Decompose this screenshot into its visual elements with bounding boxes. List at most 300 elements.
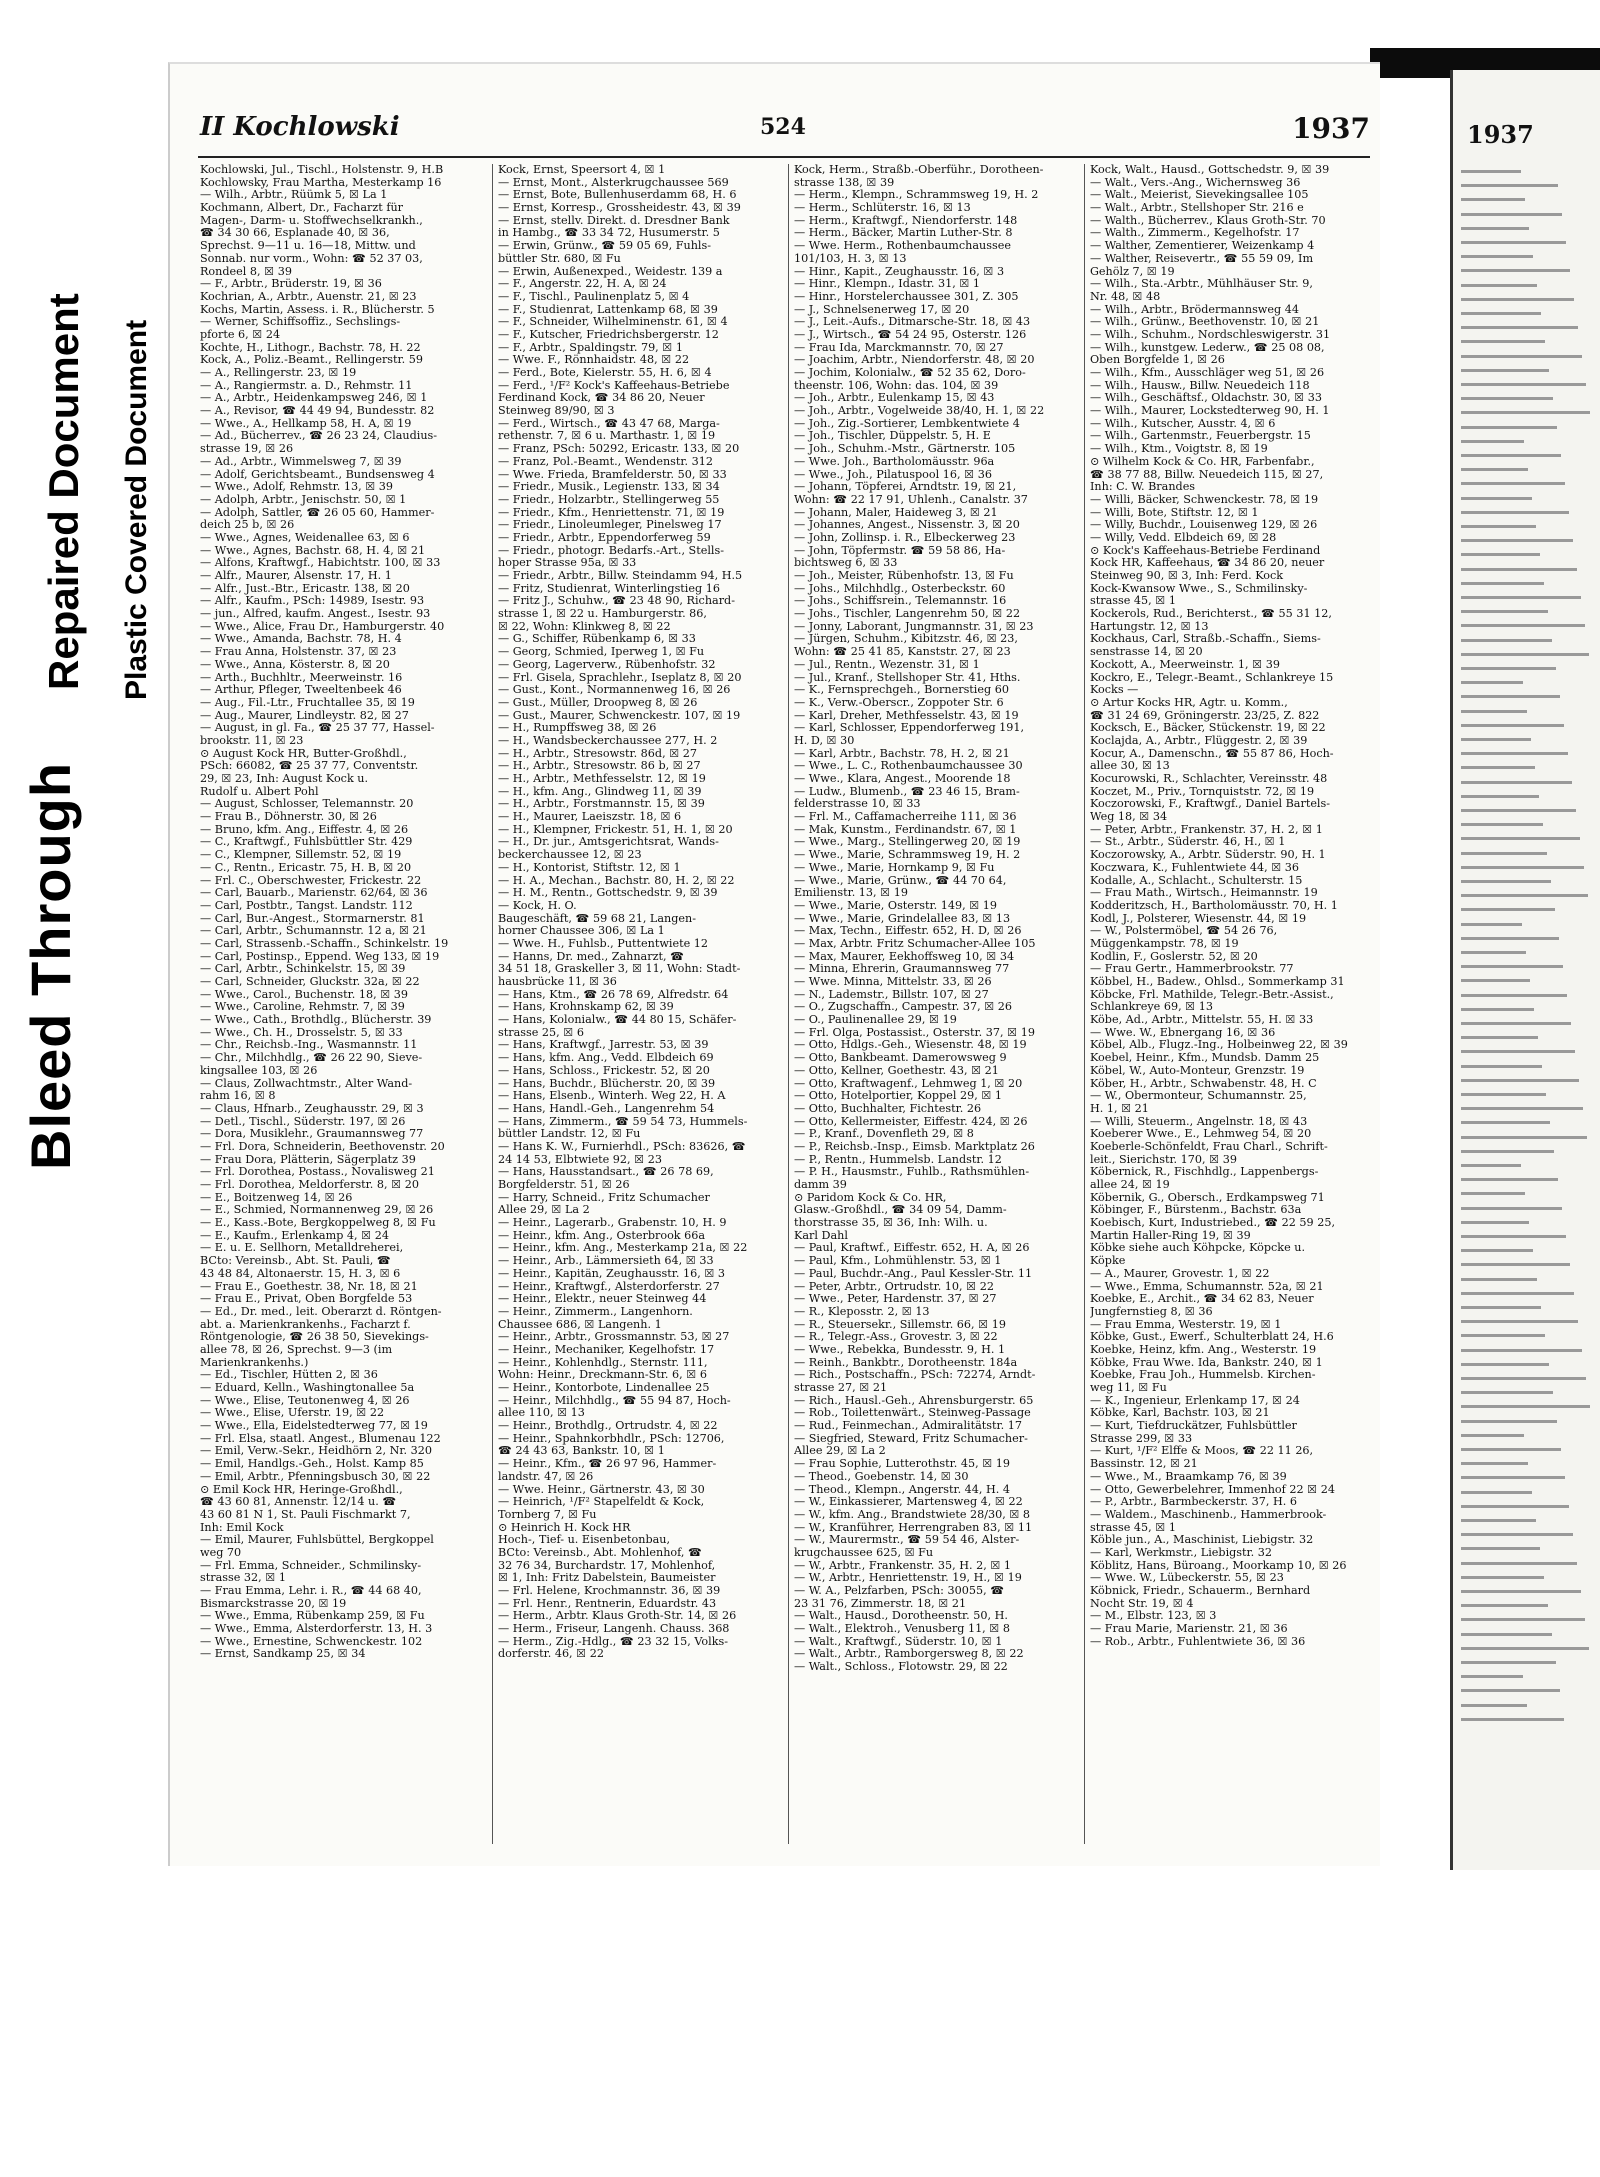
directory-entry-line: abt. a. Marienkrankenhs., Facharzt f. bbox=[200, 1318, 411, 1331]
directory-entry-line: — Frl. Helene, Krochmannstr. 36, ☒ 39 bbox=[498, 1585, 721, 1597]
directory-entry-line: — Wilh., Hausw., Billw. Neuedeich 118 bbox=[1090, 379, 1310, 392]
directory-entry-line: — P. H., Hausmstr., Fuhlb., Rathsmühlen- bbox=[794, 1166, 1030, 1179]
directory-entry-line: — Carl, Bur.-Angest., Stormarnerstr. 81 bbox=[200, 912, 425, 925]
directory-entry-line: Schlankreye 69, ☒ 13 bbox=[1090, 1001, 1214, 1014]
adjacent-page-text-line bbox=[1461, 639, 1552, 642]
directory-entry-line: — Friedr., Linoleumleger, Pinelsweg 17 bbox=[498, 519, 722, 532]
directory-entry-line: — Carl, Schneider, Gluckstr. 32a, ☒ 22 bbox=[200, 976, 420, 988]
adjacent-page-text-line bbox=[1461, 170, 1521, 173]
directory-entry-line: — Max, Arbtr. Fritz Schumacher-Allee 105 bbox=[794, 937, 1036, 950]
directory-entry-line: — H. M., Rentn., Gottschedstr. 9, ☒ 39 bbox=[498, 887, 718, 900]
directory-entry-line: Koczorowsky, A., Arbtr. Süderstr. 90, H. 1 bbox=[1090, 849, 1326, 862]
directory-entry-line: — J., Wirtsch., ☎ 54 24 95, Osterstr. 126 bbox=[794, 328, 1027, 341]
directory-entry-line: — W., Arbtr., Henriettenstr. 19, H., ☒ 19 bbox=[794, 1572, 1022, 1585]
directory-entry-line: — Wwe., Marie, Hornkamp 9, ☒ Fu bbox=[794, 861, 995, 874]
directory-entry-line: Koebke, E., Archit., ☎ 34 62 83, Neuer bbox=[1090, 1293, 1314, 1306]
directory-entry-line: Kodl, J., Polsterer, Wiesenstr. 44, ☒ 19 bbox=[1090, 912, 1307, 925]
directory-entry-line: BCto: Vereinsb., Abt. Mohlenhof, ☎ bbox=[498, 1546, 702, 1559]
directory-entry-line: Steinweg 89/90, ☒ 3 bbox=[498, 405, 615, 418]
directory-entry-line: Emilienstr. 13, ☒ 19 bbox=[794, 887, 908, 900]
directory-entry-line: — Herm., Klempn., Schrammsweg 19, H. 2 bbox=[794, 189, 1039, 202]
directory-entry-line: — Heinrich, ¹/F² Stapelfeldt & Kock, bbox=[498, 1496, 705, 1509]
directory-entry-line: — Karl, Arbtr., Bachstr. 78, H. 2, ☒ 21 bbox=[794, 747, 1010, 760]
directory-entry-line: Köbcke, Frl. Mathilde, Telegr.-Betr.-Assist., bbox=[1090, 988, 1334, 1001]
directory-entry-line: — Ferd., ¹/F² Kock's Kaffeehaus-Betriebe bbox=[498, 379, 730, 392]
directory-entry-line: Allee 29, ☒ La 2 bbox=[498, 1204, 590, 1217]
directory-entry-line: — Wwe., Amanda, Bachstr. 78, H. 4 bbox=[200, 633, 402, 646]
directory-entry-line: ☎ 31 24 69, Gröningerstr. 23/25, Z. 822 bbox=[1090, 709, 1320, 722]
directory-entry-line: bichtsweg 6, ☒ 33 bbox=[794, 557, 898, 570]
directory-entry-line: — C., Rentn., Ericastr. 75, H. B, ☒ 20 bbox=[200, 861, 412, 874]
directory-entry-line: Weg 18, ☒ 34 bbox=[1090, 811, 1168, 824]
directory-entry-line: — Wwe., Klara, Angest., Moorende 18 bbox=[794, 773, 1011, 785]
bleed-through-label: Bleed Through bbox=[19, 761, 82, 1170]
directory-entry-line: allee 110, ☒ 13 bbox=[498, 1407, 585, 1420]
directory-entry-line: — H., Dr. jur., Amtsgerichtsrat, Wands- bbox=[498, 836, 719, 849]
adjacent-page-text-line bbox=[1461, 1547, 1540, 1550]
directory-entry-line: büttler Str. 680, ☒ Fu bbox=[498, 252, 621, 265]
directory-entry-line: weg 11, ☒ Fu bbox=[1090, 1382, 1167, 1394]
directory-entry-line: — August, in gl. Fa., ☎ 25 37 77, Hassel- bbox=[200, 722, 435, 735]
directory-entry-line: — F., Kutscher, Friedrichsbergerstr. 12 bbox=[498, 328, 719, 341]
directory-entry-line: — Wwe., Agnes, Weidenallee 63, ☒ 6 bbox=[200, 531, 410, 544]
directory-entry-line: — W., Einkassierer, Martensweg 4, ☒ 22 bbox=[794, 1496, 1023, 1509]
directory-entry-line: — Frau Sophie, Lutterothstr. 45, ☒ 19 bbox=[794, 1458, 1011, 1471]
directory-entry-line: — Wwe., Marie, Grünw., ☎ 44 70 64, bbox=[794, 874, 1007, 887]
directory-entry-line: — Wwe., Adolf, Rehmstr. 13, ☒ 39 bbox=[200, 481, 394, 494]
directory-entry-line: — Siegfried, Steward, Fritz Schumacher- bbox=[794, 1432, 1028, 1445]
directory-entry-line: — H., kfm. Ang., Glindweg 11, ☒ 39 bbox=[498, 785, 702, 798]
directory-entry-line: — Walt., Hausd., Dorotheenstr. 50, H. bbox=[794, 1610, 1008, 1623]
directory-entry-line: — Walt., Arbtr., Ramborgersweg 8, ☒ 22 bbox=[794, 1648, 1024, 1661]
directory-entry-line: Kock, Ernst, Speersort 4, ☒ 1 bbox=[498, 164, 666, 176]
directory-entry-line: — Wwe., Ch. H., Drosselstr. 5, ☒ 33 bbox=[200, 1026, 403, 1039]
directory-entry-line: — Claus, Zollwachtmstr., Alter Wand- bbox=[200, 1077, 413, 1090]
directory-entry-line: strasse 25, ☒ 6 bbox=[498, 1026, 584, 1039]
directory-entry-line: thorstrasse 35, ☒ 36, Inh: Wilh. u. bbox=[794, 1217, 988, 1230]
directory-entry-line: — Wwe., Marie, Osterstr. 149, ☒ 19 bbox=[794, 899, 998, 912]
adjacent-page-text-line bbox=[1461, 1363, 1549, 1366]
directory-entry-line: Sprechst. 9—11 u. 16—18, Mittw. und bbox=[200, 240, 416, 253]
directory-entry-line: — Paul, Kraftwf., Eiffestr. 652, H. A, ☒ 26 bbox=[794, 1242, 1030, 1255]
adjacent-page-text-line bbox=[1461, 255, 1533, 258]
directory-entry-line: Karl Dahl bbox=[794, 1229, 848, 1242]
directory-entry-line: — Wilh., Gartenmstr., Feuerbergstr. 15 bbox=[1090, 430, 1311, 443]
directory-entry-line: — Emil, Maurer, Fuhlsbüttel, Bergkoppel bbox=[200, 1534, 434, 1547]
directory-entry-line: — Paul, Buchdr.-Ang., Paul Kessler-Str. 11 bbox=[794, 1267, 1033, 1280]
directory-entry-line: — Heinr., Mechaniker, Kegelhofstr. 17 bbox=[498, 1343, 715, 1356]
directory-entry-line: — Joh., Arbtr., Eulenkamp 15, ☒ 43 bbox=[794, 392, 995, 405]
adjacent-page-text-line bbox=[1461, 1391, 1553, 1394]
directory-entry-line: Köbbel, H., Badew., Ohlsd., Sommerkamp 31 bbox=[1090, 976, 1345, 988]
directory-entry-line: — Herm., Schlüterstr. 16, ☒ 13 bbox=[794, 202, 971, 215]
directory-entry-line: — F., Studienrat, Lattenkamp 68, ☒ 39 bbox=[498, 303, 718, 316]
directory-entry-line: — W., Polstermöbel, ☎ 54 26 76, bbox=[1090, 925, 1278, 938]
directory-entry-line: — Johann, Töpferei, Arndtstr. 19, ☒ 21, bbox=[794, 481, 1017, 494]
directory-entry-line: — O., Zugschaffn., Campestr. 37, ☒ 26 bbox=[794, 1001, 1013, 1014]
directory-entry-line: Kodalle, A., Schlacht., Schulterstr. 15 bbox=[1090, 874, 1303, 887]
directory-entry-line: Köbe, Ad., Arbtr., Mittelstr. 55, H. ☒ 33 bbox=[1090, 1014, 1314, 1027]
directory-entry-line: deich 25 b, ☒ 26 bbox=[200, 519, 295, 532]
adjacent-page-text-line bbox=[1461, 1434, 1524, 1437]
directory-entry-line: 29, ☒ 23, Inh: August Kock u. bbox=[200, 773, 369, 785]
directory-entry-line: Inh: C. W. Brandes bbox=[1090, 481, 1196, 494]
directory-entry-line: allee 24, ☒ 19 bbox=[1090, 1179, 1170, 1191]
directory-entry-line: ☎ 24 43 63, Bankstr. 10, ☒ 1 bbox=[498, 1445, 665, 1458]
directory-entry-line: — Willi, Steuerm., Angelnstr. 18, ☒ 43 bbox=[1090, 1115, 1308, 1128]
directory-entry-line: beckerchaussee 12, ☒ 23 bbox=[498, 849, 642, 862]
directory-entry-line: — E., Boitzenweg 14, ☒ 26 bbox=[200, 1191, 353, 1204]
directory-entry-line: — Reinh., Bankbtr., Dorotheenstr. 184a bbox=[794, 1356, 1018, 1369]
directory-entry-line: — Wwe. Heinr., Gärtnerstr. 43, ☒ 30 bbox=[498, 1483, 705, 1496]
adjacent-page-text-line bbox=[1461, 1221, 1529, 1224]
adjacent-page-text-line bbox=[1461, 1462, 1528, 1465]
directory-entry-line: — Walt., Meierist, Sievekingsallee 105 bbox=[1090, 189, 1309, 202]
directory-entry-line: Köbinger, F., Bürstenm., Bachstr. 63a bbox=[1090, 1204, 1302, 1217]
directory-entry-line: — Wilh., Kutscher, Ausstr. 4, ☒ 6 bbox=[1090, 417, 1276, 430]
directory-entry-line: — K., Ingenieur, Erlenkamp 17, ☒ 24 bbox=[1090, 1394, 1300, 1407]
directory-entry-line: — Kock, H. O. bbox=[498, 899, 577, 912]
directory-entry-line: — Emil, Verw.-Sekr., Heidhörn 2, Nr. 320 bbox=[200, 1445, 433, 1458]
directory-entry-line: — P., Kranf., Dovenfleth 29, ☒ 8 bbox=[794, 1128, 974, 1141]
directory-entry-line: — Eduard, Kelln., Washingtonallee 5a bbox=[200, 1382, 415, 1394]
directory-entry-line: Strasse 299, ☒ 33 bbox=[1090, 1432, 1193, 1445]
directory-entry-line: — H., Arbtr., Forstmannstr. 15, ☒ 39 bbox=[498, 798, 705, 811]
directory-entry-line: — Johannes, Angest., Nissenstr. 3, ☒ 20 bbox=[794, 519, 1020, 532]
adjacent-page-text-line bbox=[1461, 1519, 1536, 1522]
directory-entry-line: ⊙ Artur Kocks HR, Agtr. u. Komm., bbox=[1090, 696, 1288, 709]
directory-entry-line: — Wwe., Carol., Buchenstr. 18, ☒ 39 bbox=[200, 988, 409, 1001]
directory-entry-line: Ferdinand Kock, ☎ 34 86 20, Neuer bbox=[498, 392, 705, 405]
adjacent-page-text-line bbox=[1461, 553, 1540, 556]
directory-entry-line: — G., Schiffer, Rübenkamp 6, ☒ 33 bbox=[498, 633, 696, 646]
directory-entry-line: — August, Schlosser, Telemannstr. 20 bbox=[200, 798, 414, 811]
directory-entry-line: — Frl. Dorothea, Meldorferstr. 8, ☒ 20 bbox=[200, 1179, 419, 1191]
directory-entry-line: — Wwe. Joh., Bartholomäusstr. 96a bbox=[794, 455, 995, 468]
directory-entry-line: — Heinr., Kapitän, Zeughausstr. 16, ☒ 3 bbox=[498, 1267, 726, 1280]
directory-entry-line: hoper Strasse 95a, ☒ 33 bbox=[498, 557, 637, 570]
directory-entry-line: — Walth., Zimmerm., Kegelhofstr. 17 bbox=[1090, 227, 1300, 240]
adjacent-page-text-line bbox=[1461, 894, 1588, 897]
directory-entry-line: — W., kfm. Ang., Brandstwiete 28/30, ☒ 8 bbox=[794, 1508, 1031, 1521]
directory-entry-line: strasse 27, ☒ 21 bbox=[794, 1382, 888, 1394]
directory-entry-line: — R., Telegr.-Ass., Grovestr. 3, ☒ 22 bbox=[794, 1331, 998, 1344]
directory-entry-line: — E., Kaufm., Erlenkamp 4, ☒ 24 bbox=[200, 1229, 389, 1242]
adjacent-page-text-line bbox=[1461, 1178, 1558, 1181]
adjacent-page-text-line bbox=[1461, 1079, 1579, 1082]
directory-entry-line: — Friedr., photogr. Bedarfs.-Art., Stells- bbox=[498, 544, 725, 557]
directory-entry-line: weg 70 bbox=[200, 1546, 242, 1559]
directory-entry-line: — Wwe., M., Braamkamp 76, ☒ 39 bbox=[1090, 1470, 1287, 1483]
directory-entry-line: Köpke bbox=[1090, 1255, 1126, 1268]
directory-entry-line: — Walt., Vers.-Ang., Wichernsweg 36 bbox=[1090, 176, 1301, 189]
directory-entry-line: — Carl, Arbtr., Schumannstr. 12 a, ☒ 21 bbox=[200, 925, 427, 938]
directory-entry-line: — Otto, Kellermeister, Eiffestr. 424, ☒ 26 bbox=[794, 1115, 1028, 1128]
directory-entry-line: in Hambg., ☎ 33 34 72, Husumerstr. 5 bbox=[498, 227, 720, 240]
adjacent-page-text-line bbox=[1461, 1334, 1545, 1337]
directory-entry-line: Tornberg 7, ☒ Fu bbox=[498, 1508, 597, 1521]
directory-entry-line: Koebke, Frau Joh., Hummelsb. Kirchen- bbox=[1090, 1369, 1316, 1382]
directory-entry-line: H. D, ☒ 30 bbox=[794, 734, 855, 747]
directory-entry-line: — Karl, Dreher, Methfesselstr. 43, ☒ 19 bbox=[794, 709, 1019, 722]
directory-entry-line: — Hans, Zimmerm., ☎ 59 54 73, Hummels- bbox=[498, 1115, 748, 1128]
adjacent-page-text-line bbox=[1461, 852, 1547, 855]
directory-entry-line: brookstr. 11, ☒ 23 bbox=[200, 734, 304, 747]
adjacent-page-text-line bbox=[1461, 1306, 1541, 1309]
column-divider bbox=[788, 164, 789, 1844]
directory-entry-line: — Walt., Schloss., Flotowstr. 29, ☒ 22 bbox=[794, 1661, 1008, 1674]
directory-entry-line: — A., Arbtr., Heidenkampsweg 246, ☒ 1 bbox=[200, 392, 428, 405]
directory-entry-line: — H., Maurer, Laeiszstr. 18, ☒ 6 bbox=[498, 811, 682, 824]
directory-entry-line: — Ad., Bücherrev., ☎ 26 23 24, Claudius- bbox=[200, 430, 438, 443]
directory-entry-line: — Otto, Gewerbelehrer, Immenhof 22 ☒ 24 bbox=[1090, 1483, 1335, 1496]
adjacent-page-edge bbox=[1450, 70, 1600, 1870]
directory-entry-line: H. 1, ☒ 21 bbox=[1090, 1102, 1149, 1115]
directory-entry-line: — John, Töpfermstr. ☎ 59 58 86, Ha- bbox=[794, 544, 1006, 557]
adjacent-page-text-line bbox=[1461, 326, 1578, 329]
directory-entry-line: — Theod., Goebenstr. 14, ☒ 30 bbox=[794, 1470, 969, 1483]
column-1 bbox=[200, 164, 486, 1661]
directory-entry-line: — Heinr., Arbtr., Grossmannstr. 53, ☒ 27 bbox=[498, 1331, 730, 1344]
directory-entry-line: — Frau Math., Wirtsch., Heimannstr. 19 bbox=[1090, 887, 1318, 900]
directory-entry-line: — Herm., Bäcker, Martin Luther-Str. 8 bbox=[794, 227, 1013, 240]
directory-entry-line: horner Chaussee 306, ☒ La 1 bbox=[498, 925, 665, 938]
directory-entry-line: — Hans, Handl.-Geh., Langenrehm 54 bbox=[498, 1102, 715, 1115]
directory-entry-line: — Adolph, Arbtr., Jenischstr. 50, ☒ 1 bbox=[200, 493, 407, 506]
directory-entry-line: Wohn: ☎ 22 17 91, Uhlenh., Canalstr. 37 bbox=[794, 493, 1028, 506]
directory-entry-line: — Wwe., Elise, Uferstr. 19, ☒ 22 bbox=[200, 1407, 385, 1420]
directory-entry-line: Köbke, Gust., Ewerf., Schulterblatt 24, H.6 bbox=[1090, 1331, 1334, 1344]
directory-entry-line: ⊙ Kock's Kaffeehaus-Betriebe Ferdinand bbox=[1090, 544, 1321, 557]
adjacent-page-text-line bbox=[1461, 908, 1555, 911]
directory-entry-line: — Herm., Arbtr. Klaus Groth-Str. 14, ☒ 26 bbox=[498, 1610, 737, 1623]
directory-entry-line: — Dora, Musiklehr., Graumannsweg 77 bbox=[200, 1128, 424, 1141]
adjacent-page-text-line bbox=[1461, 284, 1537, 287]
directory-entry-line: — jun., Alfred, kaufm. Angest., Isestr. 93 bbox=[200, 608, 431, 621]
directory-entry-line: — Wwe., Emma, Alsterdorferstr. 13, H. 3 bbox=[200, 1623, 433, 1636]
directory-entry-line: strasse 19, ☒ 26 bbox=[200, 443, 294, 456]
directory-entry-line: — Wwe., Ella, Eidelstedterweg 77, ☒ 19 bbox=[200, 1420, 428, 1433]
header-rule bbox=[198, 156, 1370, 158]
directory-entry-line: — Ernst, Sandkamp 25, ☒ 34 bbox=[200, 1648, 366, 1661]
directory-entry-line: Glasw.-Großhdl., ☎ 34 09 54, Damm- bbox=[794, 1204, 1007, 1217]
directory-entry-line: — Heinr., Spahnkorbhdlr., PSch: 12706, bbox=[498, 1432, 725, 1445]
directory-entry-line: — Frl. Elsa, staatl. Angest., Blumenau 122 bbox=[200, 1432, 441, 1445]
directory-entry-line: — E. u. E. Sellhorn, Metalldreherei, bbox=[200, 1242, 404, 1255]
directory-entry-line: — Wilh., Arbtr., Brödermannsweg 44 bbox=[1090, 303, 1299, 316]
directory-entry-line: allee 78, ☒ 26, Sprechst. 9—3 (im bbox=[200, 1343, 393, 1356]
directory-entry-line: Koebisch, Kurt, Industriebed., ☎ 22 59 25, bbox=[1090, 1217, 1336, 1230]
directory-entry-line: Kocur, A., Damenschn., ☎ 55 87 86, Hoch- bbox=[1090, 747, 1334, 760]
directory-entry-line: — Frau E., Goethestr. 38, Nr. 18, ☒ 21 bbox=[200, 1280, 418, 1293]
directory-entry-line: Rondeel 8, ☒ 39 bbox=[200, 265, 292, 278]
directory-entry-line: — Ferd., Wirtsch., ☎ 43 47 68, Marga- bbox=[498, 417, 720, 430]
directory-entry-line: — Jul., Rentn., Wezenstr. 31, ☒ 1 bbox=[794, 658, 980, 671]
directory-entry-line: — H., Kontorist, Stiftstr. 12, ☒ 1 bbox=[498, 861, 681, 874]
directory-entry-line: — Jonny, Laborant, Jungmannstr. 31, ☒ 23 bbox=[794, 620, 1034, 633]
directory-entry-line: — P., Reichsb.-Insp., Eimsb. Marktplatz 26 bbox=[794, 1140, 1035, 1153]
directory-entry-line: — Wwe. Frieda, Bramfelderstr. 50, ☒ 33 bbox=[498, 468, 727, 481]
column-4 bbox=[1090, 164, 1376, 1648]
directory-entry-line: — Frl. C., Oberschwester, Frickestr. 22 bbox=[200, 874, 422, 887]
directory-entry-line: Kocksch, E., Bäcker, Stückenstr. 19, ☒ 22 bbox=[1090, 722, 1326, 735]
directory-entry-line: ⊙ August Kock HR, Butter-Großhdl., bbox=[200, 747, 407, 760]
directory-entry-line: — Wwe. H., Fuhlsb., Puttentwiete 12 bbox=[498, 937, 709, 950]
directory-entry-line: — Claus, Hfnarb., Zeughausstr. 29, ☒ 3 bbox=[200, 1102, 424, 1115]
directory-entry-line: ⊙ Wilhelm Kock & Co. HR, Farbenfabr., bbox=[1090, 455, 1315, 468]
directory-entry-line: — Wwe., Rebekka, Bundesstr. 9, H. 1 bbox=[794, 1343, 1006, 1356]
directory-entry-line: — Wilh., kunstgew. Lederw., ☎ 25 08 08, bbox=[1090, 341, 1325, 354]
directory-entry-line: 32 76 34, Burchardstr. 17, Mohlenhof, bbox=[498, 1559, 716, 1572]
directory-entry-line: Chaussee 686, ☒ Langenh. 1 bbox=[498, 1318, 662, 1331]
directory-entry-line: — Minna, Ehrerin, Graumannsweg 77 bbox=[794, 963, 1010, 976]
directory-entry-line: Steinweg 90, ☒ 3, Inh: Ferd. Kock bbox=[1090, 570, 1284, 582]
directory-entry-line: — Wwe. Minna, Mittelstr. 33, ☒ 26 bbox=[794, 976, 992, 988]
adjacent-page-text-line bbox=[1461, 1192, 1525, 1195]
directory-entry-line: — Ernst, Korresp., Grossheidestr. 43, ☒ 39 bbox=[498, 202, 741, 215]
directory-entry-line: Koclajda, A., Arbtr., Flüggestr. 2, ☒ 39 bbox=[1090, 734, 1308, 747]
adjacent-page-text-line bbox=[1461, 1718, 1564, 1721]
directory-entry-line: Köbke, Frau Wwe. Ida, Bankstr. 240, ☒ 1 bbox=[1090, 1356, 1323, 1369]
directory-entry-line: — Chr., Reichsb.-Ing., Wasmannstr. 11 bbox=[200, 1039, 418, 1052]
directory-entry-line: — R., Kleposstr. 2, ☒ 13 bbox=[794, 1305, 930, 1318]
adjacent-page-text-line bbox=[1461, 539, 1573, 542]
directory-entry-line: Kochmann, Albert, Dr., Facharzt für bbox=[200, 202, 404, 215]
directory-entry-line: Sonnab. nur vorm., Wohn: ☎ 52 37 03, bbox=[200, 252, 423, 265]
directory-entry-line: — E., Kass.-Bote, Bergkoppelweg 8, ☒ Fu bbox=[200, 1217, 436, 1230]
directory-entry-line: ☒ 1, Inh: Fritz Dabelstein, Baumeister bbox=[498, 1572, 716, 1585]
directory-entry-line: — Max, Maurer, Eekhoffsweg 10, ☒ 34 bbox=[794, 950, 1015, 963]
directory-entry-line: Kodderitzsch, H., Bartholomäusstr. 70, H. 1 bbox=[1090, 899, 1338, 912]
directory-entry-line: — Karl, Werkmstr., Liebigstr. 32 bbox=[1090, 1546, 1273, 1559]
directory-entry-line: — Hans K. W., Furnierhdl., PSch: 83626, ☎ bbox=[498, 1140, 746, 1153]
adjacent-page-text-line bbox=[1461, 397, 1553, 400]
directory-entry-line: — Harry, Schneid., Fritz Schumacher bbox=[498, 1191, 710, 1204]
directory-entry-line: — Peter, Arbtr., Ortrudstr. 10, ☒ 22 bbox=[794, 1280, 994, 1293]
directory-entry-line: strasse 138, ☒ 39 bbox=[794, 176, 895, 189]
directory-entry-line: — Herm., Zig.-Hdlg., ☎ 23 32 15, Volks- bbox=[498, 1635, 729, 1648]
adjacent-page-text-line bbox=[1461, 965, 1563, 968]
directory-entry-line: — Otto, Kraftwagenf., Lehmweg 1, ☒ 20 bbox=[794, 1077, 1023, 1090]
adjacent-page-text-line bbox=[1461, 1008, 1534, 1011]
directory-entry-line: — Hans, kfm. Ang., Vedd. Elbdeich 69 bbox=[498, 1052, 714, 1065]
directory-entry-line: — Frau Ida, Marckmannstr. 70, ☒ 27 bbox=[794, 341, 1004, 354]
directory-page bbox=[168, 62, 1380, 1866]
directory-entry-line: — Rob., Toilettenwärt., Steinweg-Passage bbox=[794, 1407, 1031, 1420]
directory-entry-line: damm 39 bbox=[794, 1179, 847, 1191]
directory-entry-line: 34 51 18, Graskeller 3, ☒ 11, Wohn: Stadt- bbox=[498, 963, 741, 976]
directory-entry-line: — M., Elbstr. 123, ☒ 3 bbox=[1090, 1610, 1217, 1623]
page-year: 1937 bbox=[1292, 112, 1370, 145]
adjacent-page-text-line bbox=[1461, 738, 1531, 741]
adjacent-page-text-line bbox=[1461, 667, 1556, 670]
directory-entry-line: — Wilh., Schuhm., Nordschleswigerstr. 31 bbox=[1090, 328, 1331, 341]
directory-entry-line: Allee 29, ☒ La 2 bbox=[794, 1445, 886, 1458]
directory-entry-line: — H., Rumpffsweg 38, ☒ 26 bbox=[498, 722, 657, 735]
directory-entry-line: — Herm., Friseur, Langenh. Chauss. 368 bbox=[498, 1623, 730, 1636]
directory-entry-line: — Wwe., Marie, Schrammsweg 19, H. 2 bbox=[794, 849, 1021, 862]
directory-entry-line: — Wwe., Marie, Grindelallee 83, ☒ 13 bbox=[794, 912, 1011, 925]
directory-entry-line: — Johs., Tischler, Langenrehm 50, ☒ 22 bbox=[794, 608, 1021, 621]
directory-entry-line: 23 31 76, Zimmerstr. 18, ☒ 21 bbox=[794, 1597, 967, 1610]
directory-entry-line: Köbel, W., Auto-Monteur, Grenzstr. 19 bbox=[1090, 1064, 1305, 1077]
directory-entry-line: — Frau B., Döhnerstr. 30, ☒ 26 bbox=[200, 811, 377, 824]
directory-entry-line: felderstrasse 10, ☒ 33 bbox=[794, 798, 921, 811]
adjacent-page-text-line bbox=[1461, 227, 1529, 230]
directory-entry-line: Köbnick, Friedr., Schauerm., Bernhard bbox=[1090, 1585, 1311, 1597]
directory-entry-line: — Wilh., Ktm., Voigtstr. 8, ☒ 19 bbox=[1090, 443, 1268, 456]
directory-entry-line: Köbernik, G., Obersch., Erdkampsweg 71 bbox=[1090, 1191, 1325, 1204]
directory-entry-line: — Wwe., Alice, Frau Dr., Hamburgerstr. 40 bbox=[200, 620, 445, 633]
directory-entry-line: Martin Haller-Ring 19, ☒ 39 bbox=[1090, 1229, 1251, 1242]
directory-entry-line: 43 48 84, Altonaerstr. 15, H. 3, ☒ 6 bbox=[200, 1267, 401, 1280]
directory-entry-line: — Frl. Olga, Postassist., Osterstr. 37, ☒ 19 bbox=[794, 1026, 1035, 1039]
directory-entry-line: — W., Arbtr., Frankenstr. 35, H. 2, ☒ 1 bbox=[794, 1559, 1012, 1572]
directory-entry-line: — Heinr., Elektr., neuer Steinweg 44 bbox=[498, 1293, 707, 1306]
directory-entry-line: Inh: Emil Kock bbox=[200, 1521, 284, 1534]
directory-entry-line: — Joh., Meister, Rübenhofstr. 13, ☒ Fu bbox=[794, 570, 1014, 582]
directory-entry-line: — W., Obermonteur, Schumannstr. 25, bbox=[1090, 1090, 1307, 1103]
directory-entry-line: ⊙ Paridom Kock & Co. HR, bbox=[794, 1191, 947, 1204]
directory-entry-line: — Max, Techn., Eiffestr. 652, H. D, ☒ 26 bbox=[794, 925, 1022, 938]
directory-entry-line: — Heinr., Arb., Lämmersieth 64, ☒ 33 bbox=[498, 1255, 714, 1268]
directory-entry-line: — Wwe., Peter, Hardenstr. 37, ☒ 27 bbox=[794, 1293, 997, 1306]
column-divider bbox=[492, 164, 493, 1844]
directory-entry-line: — K., Fernsprechgeh., Bornerstieg 60 bbox=[794, 684, 1009, 697]
directory-entry-line: — Walt., Elektroh., Venusberg 11, ☒ 8 bbox=[794, 1623, 1011, 1636]
directory-entry-line: Köbke siehe auch Köhpcke, Köpcke u. bbox=[1090, 1242, 1306, 1255]
directory-entry-line: — Walth., Bücherrev., Klaus Groth-Str. 70 bbox=[1090, 214, 1326, 227]
adjacent-page-text-line bbox=[1461, 582, 1544, 585]
directory-entry-line: — Frl. Dora, Schneiderin, Beethovenstr. 20 bbox=[200, 1140, 445, 1153]
directory-entry-line: — R., Steuersekr., Sillemstr. 66, ☒ 19 bbox=[794, 1318, 1006, 1331]
directory-entry-line: — Chr., Milchhdlg., ☎ 26 22 90, Sieve- bbox=[200, 1052, 423, 1065]
plastic-covered-label: Plastic Covered Document bbox=[120, 319, 153, 700]
adjacent-page-text-line bbox=[1461, 1164, 1521, 1167]
adjacent-page-text-line bbox=[1461, 994, 1567, 997]
directory-entry-line: ☒ 22, Wohn: Klinkweg 8, ☒ 22 bbox=[498, 620, 671, 633]
directory-entry-line: hausbrücke 11, ☒ 36 bbox=[498, 976, 617, 988]
directory-entry-line: — Bruno, kfm. Ang., Eiffestr. 4, ☒ 26 bbox=[200, 823, 409, 836]
directory-entry-line: — Georg, Lagerverw., Rübenhofstr. 32 bbox=[498, 658, 716, 671]
directory-entry-line: Koeberle-Schönfeldt, Frau Charl., Schrift- bbox=[1090, 1140, 1328, 1153]
directory-entry-line: — Walther, Zementierer, Weizenkamp 4 bbox=[1090, 240, 1315, 253]
directory-entry-line: — Hanns, Dr. med., Zahnarzt, ☎ bbox=[498, 950, 685, 963]
adjacent-page-text-line bbox=[1461, 596, 1581, 599]
directory-entry-line: — Arth., Buchhltr., Meerweinstr. 16 bbox=[200, 671, 403, 684]
column-divider bbox=[1084, 164, 1085, 1844]
adjacent-page-text-line bbox=[1461, 1618, 1585, 1621]
directory-entry-line: strasse 45, ☒ 1 bbox=[1090, 1521, 1176, 1534]
directory-entry-line: — Mak, Kunstm., Ferdinandstr. 67, ☒ 1 bbox=[794, 823, 1017, 836]
directory-entry-line: — Gust., Kont., Normannenweg 16, ☒ 26 bbox=[498, 684, 731, 697]
adjacent-page-text-line bbox=[1461, 1533, 1573, 1536]
adjacent-page-year: 1937 bbox=[1467, 120, 1534, 149]
directory-entry-line: — Ed., Dr. med., leit. Oberarzt d. Röntgen- bbox=[200, 1305, 442, 1318]
adjacent-page-text-line bbox=[1461, 724, 1564, 727]
directory-entry-line: — Wilh., Arbtr., Rüümk 5, ☒ La 1 bbox=[200, 189, 388, 202]
directory-entry-line: — H., Klempner, Frickestr. 51, H. 1, ☒ 20 bbox=[498, 823, 733, 836]
directory-entry-line: senstrasse 14, ☒ 20 bbox=[1090, 646, 1203, 659]
directory-entry-line: — Wwe., Emma, Rübenkamp 259, ☒ Fu bbox=[200, 1610, 425, 1623]
directory-entry-line: Köbernick, R., Fischhdlg., Lappenbergs- bbox=[1090, 1166, 1319, 1179]
adjacent-page-text-line bbox=[1461, 766, 1535, 769]
adjacent-page-text-line bbox=[1461, 1022, 1571, 1025]
adjacent-page-text-line bbox=[1461, 497, 1532, 500]
directory-entry-line: — J., Leit.-Aufs., Ditmarsche-Str. 18, ☒ 43 bbox=[794, 316, 1031, 329]
directory-entry-line: — Ferd., Bote, Kielerstr. 55, H. 6, ☒ 4 bbox=[498, 367, 712, 379]
directory-entry-line: — Walt., Kraftwgf., Süderstr. 10, ☒ 1 bbox=[794, 1635, 1003, 1648]
